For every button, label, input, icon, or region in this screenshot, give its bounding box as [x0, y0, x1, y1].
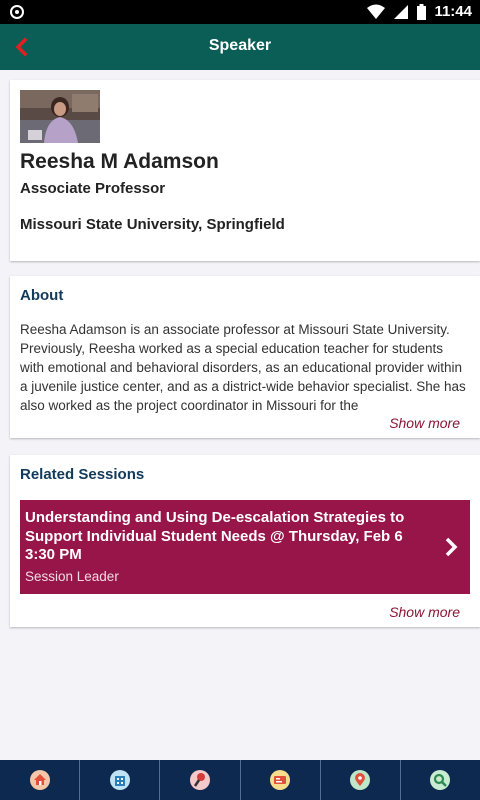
nav-search-button[interactable]	[401, 760, 480, 800]
app-header	[0, 24, 480, 70]
building-icon	[109, 769, 131, 791]
nav-home-button[interactable]	[0, 760, 80, 800]
home-icon	[29, 769, 51, 791]
session-role: Session Leader	[25, 569, 119, 584]
speaker-title: Associate Professor	[20, 180, 166, 197]
speaker-card	[10, 80, 480, 261]
nav-tickets-button[interactable]	[241, 760, 321, 800]
speaker-photo-image	[20, 90, 100, 143]
wifi-icon	[367, 4, 385, 20]
notification-icon	[10, 5, 24, 19]
about-card	[10, 276, 480, 438]
bottom-navigation	[0, 760, 480, 800]
speaker-organization: Missouri State University, Springfield	[20, 216, 285, 233]
about-text: Reesha Adamson is an associate professor at Missouri State University. Previously, Reesha worked as a special education teacher for students with emotional and behavioral disorders, as an educational provider within a juvenile justice center, and as a district-wide behavior specialist. She has also worked as the project coordinator in Missouri for the	[20, 322, 466, 413]
status-time: 11:44	[434, 3, 472, 20]
session-title: Understanding and Using De-escalation Strategies to Support Individual Student Needs @ Thursday, Feb 6 3:30 PM	[25, 509, 405, 563]
page-title: Speaker	[208, 37, 272, 54]
sessions-show-more-link[interactable]: Show more	[389, 604, 460, 620]
nav-map-button[interactable]	[321, 760, 401, 800]
search-icon	[429, 769, 451, 791]
status-bar	[0, 0, 480, 24]
speaker-name: Reesha M Adamson	[20, 150, 219, 173]
ticket-icon	[269, 769, 291, 791]
battery-icon	[417, 4, 426, 20]
signal-icon	[393, 4, 409, 20]
status-icons	[367, 3, 472, 21]
related-sessions-card	[10, 455, 480, 627]
chevron-right-icon	[442, 536, 460, 558]
map-pin-icon	[349, 769, 371, 791]
about-heading: About	[20, 287, 64, 304]
about-show-more-link[interactable]: Show more	[389, 415, 460, 431]
speaker-photo	[20, 90, 100, 143]
related-sessions-heading: Related Sessions	[20, 466, 145, 483]
speaker-mic-icon	[189, 769, 211, 791]
session-item[interactable]	[20, 500, 470, 594]
nav-speakers-button[interactable]	[160, 760, 240, 800]
nav-building-button[interactable]	[80, 760, 160, 800]
